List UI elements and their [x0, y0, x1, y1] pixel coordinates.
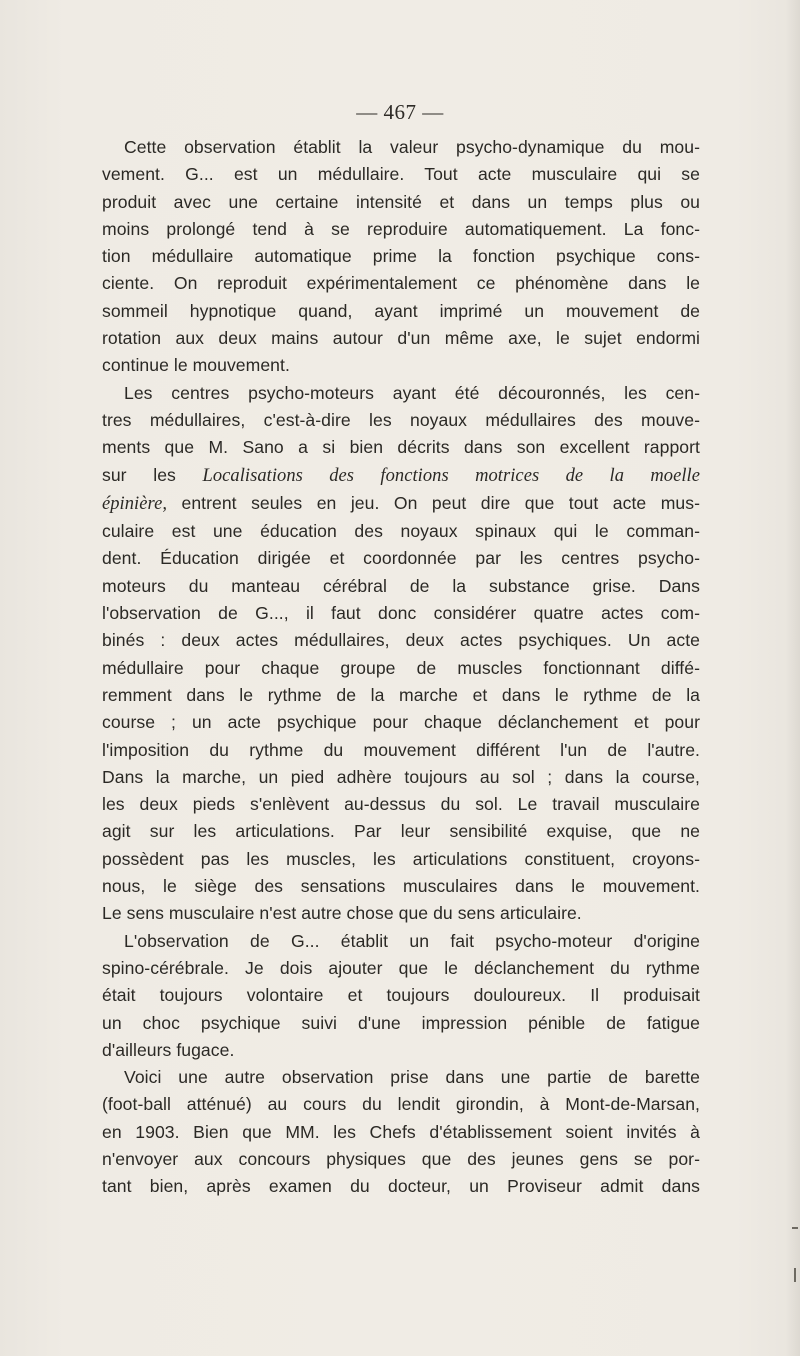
book-title-italic: épinière, — [102, 493, 168, 514]
text-line: course ; un acte psychique pour chaque déclanchement et pour — [102, 712, 700, 733]
paragraph-2 — [102, 380, 700, 928]
paragraph-3 — [102, 928, 700, 1064]
text-line: un choc psychique suivi d'une impression pénible de fatigue — [102, 1012, 700, 1033]
text-line: l'observation de G..., il faut donc considérer quatre actes com- — [102, 603, 700, 624]
text-line-with-title — [102, 462, 700, 490]
text-line: tres médullaires, c'est-à-dire les noyaux médullaires des mouve- — [102, 409, 700, 430]
text-line: en 1903. Bien que MM. les Chefs d'établissement soient invités à — [102, 1121, 700, 1142]
scan-mark — [794, 1268, 796, 1282]
text-line: d'ailleurs fugace. — [102, 1039, 235, 1060]
book-title-italic: Localisations des fonctions motrices de la moelle — [202, 465, 700, 486]
text-line: continue le mouvement. — [102, 355, 290, 376]
text-line: spino-cérébrale. Je dois ajouter que le déclanchement du rythme — [102, 957, 700, 978]
text-line: vement. G... est un médullaire. Tout acte musculaire qui se — [102, 164, 700, 185]
text-line: Cette observation établit la valeur psycho-dynamique du mou- — [124, 137, 700, 157]
text-line: n'envoyer aux concours physiques que des jeunes gens se por- — [102, 1148, 700, 1169]
text-line: médullaire pour chaque groupe de muscles fonctionnant diffé- — [102, 657, 700, 678]
text-line: tion médullaire automatique prime la fonction psychique cons- — [102, 246, 700, 267]
text-line: possèdent pas les muscles, les articulations constituent, croyons- — [102, 848, 700, 869]
text-line: moins prolongé tend à se reproduire automatiquement. La fonc- — [102, 218, 700, 239]
text-line: sommeil hypnotique quand, ayant imprimé un mouvement de — [102, 300, 700, 321]
text-line: Les centres psycho-moteurs ayant été découronnés, les cen- — [124, 382, 700, 403]
text-line: tant bien, après examen du docteur, un Proviseur admit dans — [102, 1176, 700, 1197]
text-line: remment dans le rythme de la marche et dans le rythme de la — [102, 684, 700, 705]
text-line: moteurs du manteau cérébral de la substance grise. Dans — [102, 575, 700, 596]
text-line: Dans la marche, un pied adhère toujours au sol ; dans la course, — [102, 766, 700, 787]
page-edge-shadow — [786, 0, 800, 1356]
text-line: (foot-ball atténué) au cours du lendit girondin, à Mont-de-Marsan, — [102, 1094, 700, 1115]
text-line: L'observation de G... établit un fait psycho-moteur d'origine — [124, 930, 700, 951]
text-line: ments que M. Sano a si bien décrits dans son excellent rapport — [102, 437, 700, 458]
text-line: culaire est une éducation des noyaux spinaux qui le comman- — [102, 521, 700, 542]
text-line: était toujours volontaire et toujours douloureux. Il produisait — [102, 985, 700, 1006]
text-fragment: entrent seules en jeu. On peut dire que tout acte mus- — [167, 492, 700, 513]
text-line: rotation aux deux mains autour d'un même axe, le sujet endormi — [102, 328, 700, 349]
paragraph-4 — [102, 1064, 700, 1200]
text-line: agit sur les articulations. Par leur sensibilité exquise, que ne — [102, 821, 700, 842]
text-line: Voici une autre observation prise dans une partie de barette — [124, 1067, 700, 1088]
text-line: produit avec une certaine intensité et dans un temps plus ou — [102, 191, 700, 212]
text-line-with-title — [102, 490, 700, 518]
text-line: l'imposition du rythme du mouvement différent l'un de l'autre. — [102, 739, 700, 760]
text-fragment: sur les — [102, 464, 203, 485]
text-line: dent. Éducation dirigée et coordonnée par les centres psycho- — [102, 548, 700, 569]
scan-mark — [792, 1227, 798, 1229]
body-text — [102, 134, 700, 1201]
paragraph-1 — [102, 134, 700, 380]
page-number: — 467 — — [356, 100, 444, 124]
text-line: les deux pieds s'enlèvent au-dessus du sol. Le travail musculaire — [102, 794, 700, 815]
text-line: Le sens musculaire n'est autre chose que du sens articulaire. — [102, 903, 582, 924]
text-line: nous, le siège des sensations musculaires dans le mouvement. — [102, 876, 700, 897]
text-line: binés : deux actes médullaires, deux actes psychiques. Un acte — [102, 630, 700, 651]
text-line: ciente. On reproduit expérimentalement ce phénomène dans le — [102, 273, 700, 294]
